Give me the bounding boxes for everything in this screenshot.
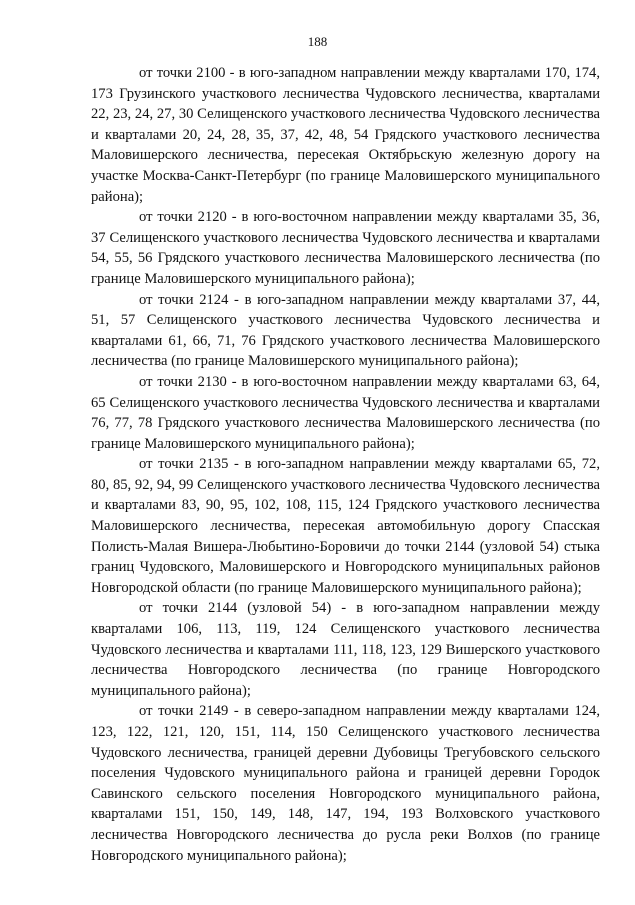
paragraph-point-2100: от точки 2100 - в юго-западном направлении между кварталами 170, 174, 173 Грузинского участкового лесничества Чудовского лесничества, кварталами 22, 23, 24, 27, 30 Селищенского участкового лесничества Чудовского лесничества и кварталами 20, 24, 28, 35, 37, 42, 48, 54 Грядского участкового лесничества Маловишерского лесничества, пересекая Октябрьскую железную дорогу на участке Москва-Санкт-Петербург (по границе Маловишерского муниципального района);	[91, 65, 600, 205]
document-body	[91, 63, 600, 866]
page-number: 188	[307, 34, 328, 49]
paragraph-point-2149: от точки 2149 - в северо-западном направлении между кварталами 124, 123, 122, 121, 120, 151, 114, 150 Селищенского участкового лесничества Чудовского лесничества, границей деревни Дубовицы Трегубовского сельского поселения Чудовского муниципального района и границей деревни Городок Савинского сельского поселения Новгородского муниципального района, кварталами 151, 150, 149, 148, 147, 194, 193 Волховского участкового лесничества Новгородского лесничества до русла реки Волхов (по границе Новгородского муниципального района);	[91, 703, 600, 864]
paragraph-point-2124: от точки 2124 - в юго-западном направлении между кварталами 37, 44, 51, 57 Селищенского участкового лесничества Чудовского лесничества и кварталами 61, 66, 71, 76 Грядского участкового лесничества Маловишерского лесничества (по границе Маловишерского муниципального района);	[91, 291, 600, 370]
paragraph-point-2144: от точки 2144 (узловой 54) - в юго-западном направлении между кварталами 106, 113, 119, 124 Селищенского участкового лесничества Чудовского лесничества и кварталами 111, 118, 123, 129 Вишерского участкового лесничества Новгородского лесничества (по границе Новгородского муниципального района);	[91, 600, 600, 699]
paragraph-point-2130: от точки 2130 - в юго-восточном направлении между кварталами 63, 64, 65 Селищенского участкового лесничества Чудовского лесничества и кварталами 76, 77, 78 Грядского участкового лесничества Маловишерского лесничества (по границе Маловишерского муниципального района);	[91, 373, 600, 452]
paragraph-point-2120: от точки 2120 - в юго-восточном направлении между кварталами 35, 36, 37 Селищенского участкового лесничества Чудовского лесничества и кварталами 54, 55, 56 Грядского участкового лесничества Маловишерского лесничества (по границе Маловишерского муниципального района);	[91, 209, 600, 287]
paragraph-point-2135: от точки 2135 - в юго-западном направлении между кварталами 65, 72, 80, 85, 92, 94, 99 Селищенского участкового лесничества Чудовского лесничества и кварталами 83, 90, 95, 102, 108, 115, 124 Грядского участкового лесничества Маловишерского лесничества, пересекая автомобильную дорогу Спасская Полисть-Малая Вишера-Любытино-Боровичи до точки 2144 (узловой 54) стыка границ Чудовского, Маловишерского и Новгородского муниципальных районов Новгородской области (по границе Маловишерского муниципального района);	[91, 456, 600, 596]
